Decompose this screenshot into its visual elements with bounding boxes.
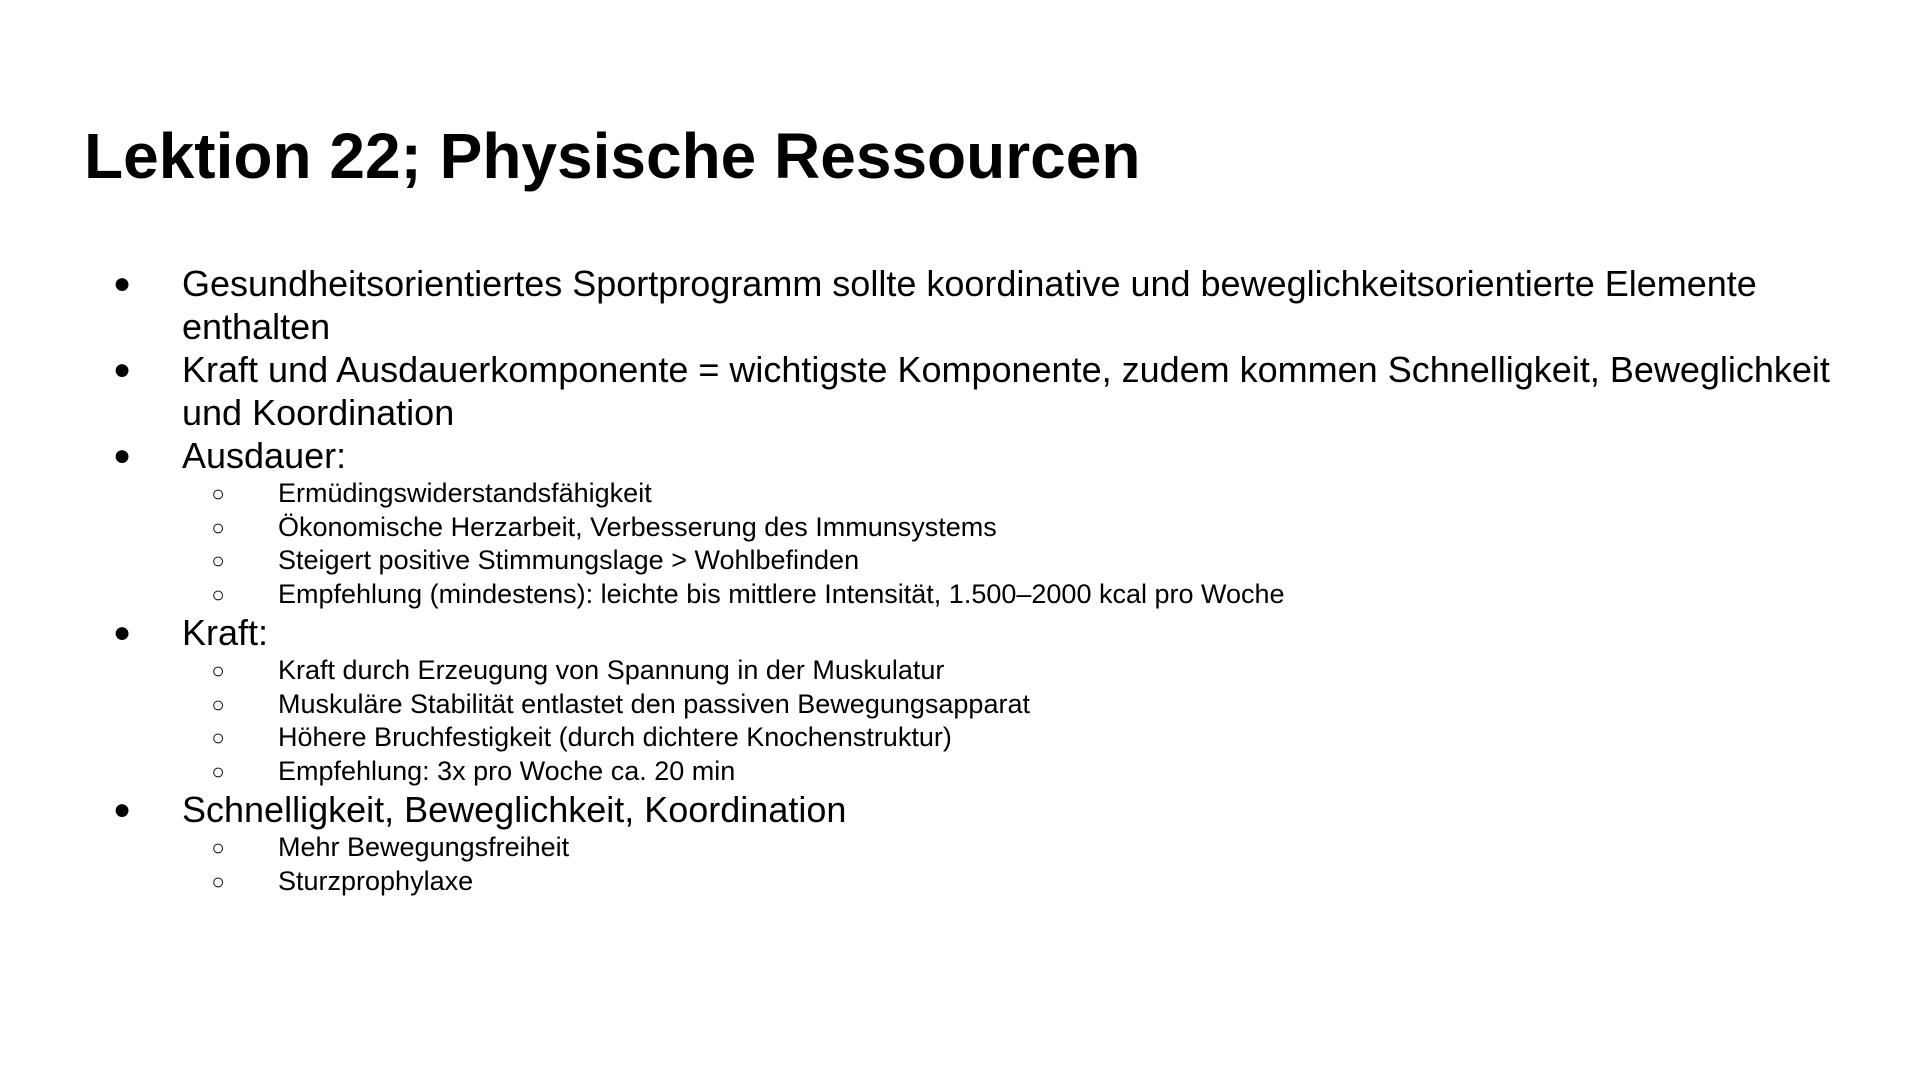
bullet-icon: ● [112, 616, 132, 649]
list-item-text: Gesundheitsorientiertes Sportprogramm sollte koordinative und beweglichkeitsorientierte Elemente enthalten [182, 263, 1757, 347]
sub-bullet-icon: ○ [211, 725, 225, 750]
sub-list-item [110, 654, 1850, 688]
bullet-icon: ● [112, 267, 132, 300]
sub-list [110, 654, 1850, 788]
sub-list-item [110, 544, 1850, 578]
sub-list-item-text: Muskuläre Stabilität entlastet den passiven Bewegungsapparat [278, 688, 1030, 719]
sub-bullet-icon: ○ [211, 835, 225, 860]
list-item [110, 434, 1850, 477]
sub-list-item [110, 477, 1850, 511]
sub-bullet-icon: ○ [211, 581, 225, 607]
sub-bullet-icon: ○ [211, 691, 225, 717]
sub-list-item [110, 578, 1850, 612]
sub-list-item [110, 511, 1850, 545]
sub-bullet-icon: ○ [211, 868, 225, 894]
sub-list-item-text: Kraft durch Erzeugung von Spannung in der Muskulatur [278, 655, 945, 685]
page-title: Lektion 22; Physische Ressourcen [84, 120, 1141, 192]
list-item [110, 348, 1850, 434]
sub-list [110, 477, 1850, 611]
sub-bullet-icon: ○ [211, 658, 225, 683]
list-item-text: Ausdauer: [182, 435, 347, 476]
bullet-list [110, 262, 1850, 898]
sub-list-item-text: Sturzprophylaxe [278, 865, 474, 896]
list-item-text: Kraft: [182, 612, 269, 653]
sub-list-item-text: Ermüdingswiderstandsfähigkeit [278, 478, 652, 508]
list-item [110, 788, 1850, 831]
sub-list-item [110, 865, 1850, 899]
list-item [110, 611, 1850, 654]
list-item [110, 262, 1850, 348]
sub-bullet-icon: ○ [211, 548, 225, 573]
bullet-icon: ● [112, 353, 132, 386]
sub-list-item-text: Empfehlung (mindestens): leichte bis mittlere Intensität, 1.500–2000 kcal pro Woche [278, 578, 1285, 609]
sub-list-item-text: Mehr Bewegungsfreiheit [278, 832, 570, 862]
sub-list-item-text: Steigert positive Stimmungslage > Wohlbefinden [278, 545, 860, 575]
list-item-text: Schnelligkeit, Beweglichkeit, Koordination [182, 789, 847, 830]
bullet-icon: ● [112, 793, 132, 826]
sub-list-item-text: Höhere Bruchfestigkeit (durch dichtere Knochenstruktur) [278, 722, 952, 752]
sub-list-item-text: Ökonomische Herzarbeit, Verbesserung des Immunsystems [278, 511, 997, 542]
sub-list [110, 831, 1850, 898]
sub-list-item [110, 721, 1850, 755]
sub-bullet-icon: ○ [211, 481, 225, 506]
sub-list-item [110, 755, 1850, 789]
sub-list-item [110, 831, 1850, 865]
list-item-text: Kraft und Ausdauerkomponente = wichtigste Komponente, zudem kommen Schnelligkeit, Beweglichkeit und Koordination [182, 349, 1830, 433]
sub-bullet-icon: ○ [211, 514, 225, 540]
sub-bullet-icon: ○ [211, 758, 225, 784]
sub-list-item-text: Empfehlung: 3x pro Woche ca. 20 min [278, 755, 736, 786]
bullet-icon: ● [112, 439, 132, 472]
sub-list-item [110, 688, 1850, 722]
